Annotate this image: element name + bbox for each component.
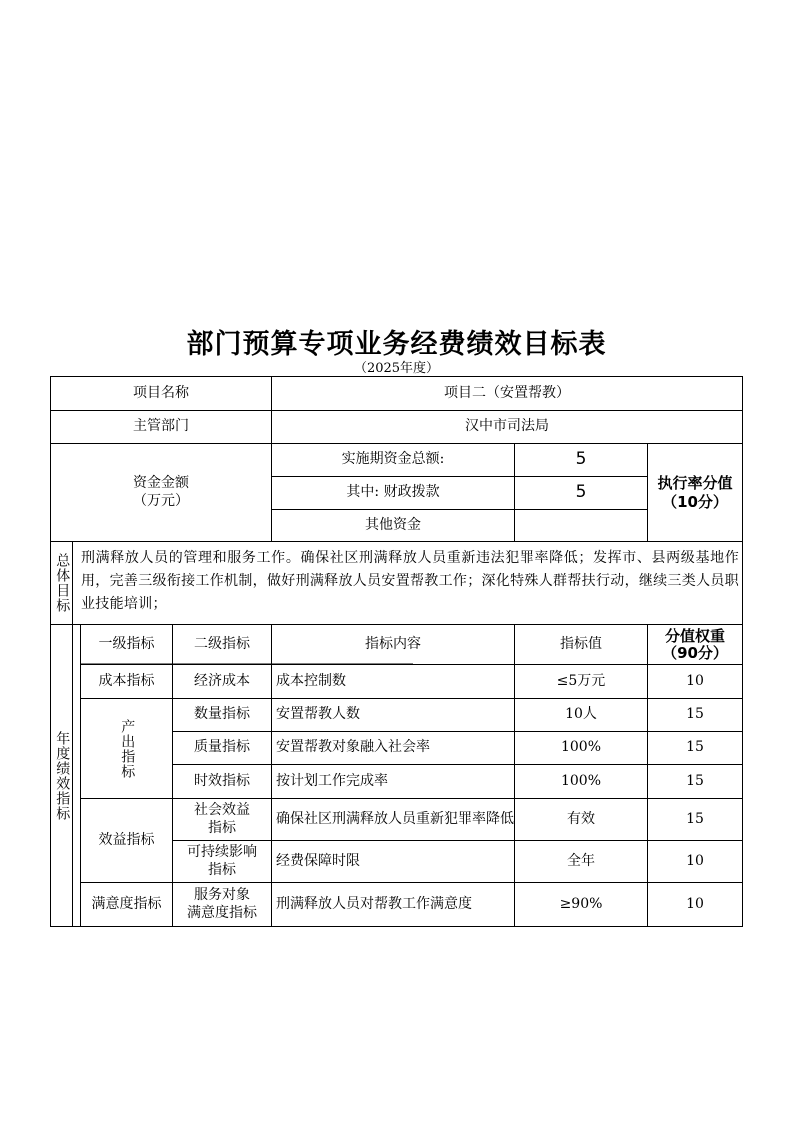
- header-value: 指标值: [560, 635, 602, 652]
- row-weight: 15: [686, 810, 704, 827]
- row-weight: 10: [686, 895, 704, 912]
- header-weight-line1: 分值权重: [664, 627, 725, 645]
- row-level2: 数量指标: [194, 706, 250, 723]
- page-title: 部门预算专项业务经费绩效目标表: [186, 329, 607, 360]
- row-level2-line1: 社会效益: [194, 802, 250, 818]
- exec-rate-line1: 执行率分值: [657, 473, 733, 492]
- row-weight: 15: [686, 739, 704, 756]
- row-value: 全年: [567, 852, 595, 869]
- header-weight: [648, 625, 742, 664]
- row-value: ≥90%: [559, 895, 603, 912]
- row-content: 按计划工作完成率: [276, 772, 388, 789]
- page-subtitle: （2025年度）: [353, 361, 440, 376]
- row-weight: 15: [686, 706, 704, 723]
- group-benefit: 效益指标: [98, 831, 155, 848]
- header-level2: 二级指标: [194, 635, 250, 652]
- row-level2: 质量指标: [194, 739, 250, 756]
- fund-fiscal-value: 5: [575, 482, 587, 503]
- overall-goal-text: 刑满释放人员的管理和服务工作。确保社区刑满释放人员重新违法犯罪率降低；发挥市、县两级基地作用，完善三级衔接工作机制，做好刑满释放人员安置帮教工作；深化特殊人群帮扶行动，继续三类人员职业技能培训；: [81, 550, 739, 612]
- row-content: 刑满释放人员对帮教工作满意度: [276, 895, 472, 912]
- group-cost: 成本指标: [98, 672, 155, 689]
- row-level2: [173, 883, 271, 926]
- fund-fiscal-label: 其中: 财政拨款: [346, 484, 440, 501]
- row-level2: [173, 799, 271, 840]
- overall-goal-label: 总体目标: [54, 553, 71, 613]
- row-level2-line2: 指标: [208, 819, 236, 836]
- row-level2: 经济成本: [194, 672, 250, 689]
- row-level2: [173, 841, 271, 882]
- dept-label: 主管部门: [133, 418, 189, 435]
- row-content: 成本控制数: [276, 672, 346, 689]
- exec-rate-line2: （10分）: [662, 492, 728, 511]
- row-level2-line2: 满意度指标: [187, 904, 257, 921]
- dept-value: 汉中市司法局: [465, 418, 549, 435]
- fund-total-value: 5: [575, 449, 587, 470]
- fund-label-line1: 资金金额: [133, 475, 189, 491]
- row-content: 确保社区刑满释放人员重新犯罪率降低: [276, 810, 514, 827]
- group-satisfaction: 满意度指标: [91, 895, 162, 912]
- row-value: 10人: [565, 706, 597, 723]
- header-level1: 一级指标: [98, 635, 155, 652]
- row-level2-line2: 指标: [208, 861, 236, 878]
- row-weight: 10: [686, 672, 704, 689]
- row-level2-line1: 服务对象: [194, 887, 250, 903]
- project-name-value: 项目二（安置帮教）: [444, 384, 570, 401]
- fund-other-value: [515, 510, 647, 541]
- fund-other-label: 其他资金: [365, 516, 421, 533]
- group-output: 产出指标: [119, 718, 136, 779]
- row-weight: 15: [686, 772, 704, 789]
- fund-total-label: 实施期资金总额:: [341, 451, 445, 468]
- row-value: 有效: [567, 810, 595, 827]
- row-value: 100%: [560, 772, 602, 789]
- fund-label: [51, 444, 271, 541]
- project-name-label: 项目名称: [133, 384, 189, 401]
- header-weight-line2: （90分）: [662, 643, 728, 662]
- row-weight: 10: [686, 852, 704, 869]
- row-content: 安置帮教对象融入社会率: [276, 739, 430, 756]
- row-level2-line1: 可持续影响: [187, 844, 257, 860]
- header-content: 指标内容: [365, 635, 421, 652]
- row-value: ≤5万元: [556, 672, 606, 689]
- row-level2: 时效指标: [194, 772, 250, 789]
- row-content: 经费保障时限: [276, 852, 360, 869]
- row-value: 100%: [560, 739, 602, 756]
- row-content: 安置帮教人数: [276, 706, 360, 723]
- fund-label-line2: （万元）: [133, 492, 189, 509]
- indicators-section-label: 年度绩效指标: [54, 730, 71, 821]
- exec-rate-label: [648, 444, 742, 541]
